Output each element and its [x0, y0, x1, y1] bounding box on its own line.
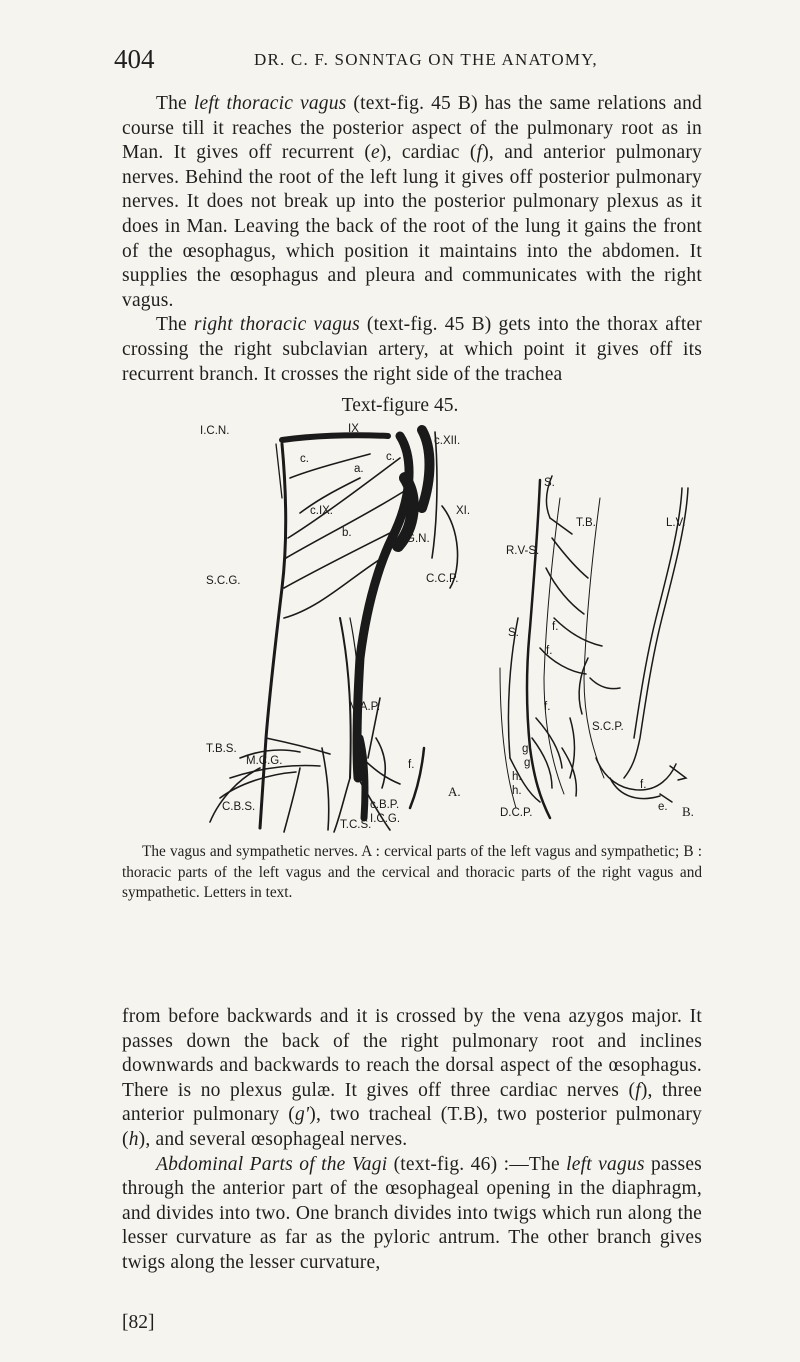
label-ix: IX	[348, 423, 359, 435]
paragraph-right-vagus: The right thoracic vagus (text-fig. 45 B) gets into the thorax after crossing the right subclavian artery, at which point it gives off its recurrent branch. It crosses the right side of the trachea	[122, 314, 703, 385]
label-s-mid: S.	[508, 627, 519, 639]
paragraph-left-vagus: The left thoracic vagus (text-fig. 45 B) has the same relations and course till it reaches the posterior aspect of the pulmonary root as in Man. It gives off recurrent (e), cardiac (f), and anterior pulmonary nerves. Behind the root of the left lung it gives off posterior pulmonary nerves. It does not break up into the posterior pulmonary plexus as it does in Man. Leaving the back of the root of the lung it gains the front of the œsophagus, which position it maintains into the abdomen. It supplies the œsophagus and pleura and communicates with the right vagus.	[122, 93, 703, 311]
paragraph-abdominal-vagi: Abdominal Parts of the Vagi (text-fig. 46) :—The left vagus passes through the anterior part of the œsophageal opening in the diaphragm, and divides into two. One branch divides into twigs which run along the lesser curvature as far as the pyloric antrum. The other branch gives twigs along the lesser curvature,	[122, 1153, 702, 1273]
label-tcs: T.C.S.	[340, 819, 372, 831]
label-f-1: f.	[552, 621, 559, 633]
label-h1: h.	[512, 771, 522, 783]
label-cbs: C.B.S.	[222, 801, 256, 813]
label-rvs: R.V-S.	[506, 545, 540, 557]
signature-mark: [82]	[122, 1312, 155, 1333]
label-c-left: c.	[300, 453, 309, 465]
figure-nerve-diagram	[200, 418, 720, 836]
body-text-bottom	[122, 1005, 702, 1276]
label-cix: c.IX.	[310, 505, 334, 517]
label-icg: I.C.G.	[370, 813, 401, 825]
figure-title: Text-figure 45.	[341, 395, 459, 416]
label-g1: g'	[522, 743, 531, 755]
page-number: 404	[114, 44, 155, 74]
label-cbp: c.B.P.	[370, 799, 400, 811]
label-icn: I.C.N.	[200, 425, 230, 437]
label-a: a.	[354, 463, 364, 475]
label-tbs: T.B.S.	[206, 743, 237, 755]
label-f-2: f.	[546, 645, 553, 657]
label-xi: XI.	[456, 505, 471, 517]
nerve-diagram-svg	[200, 418, 720, 836]
running-head: DR. C. F. SONNTAG ON THE ANATOMY,	[254, 50, 598, 69]
label-c-right: c.	[386, 451, 395, 463]
figure-caption: The vagus and sympathetic nerves. A : cervical parts of the left vagus and sympathetic; B : thoracic parts of the left vagus and the cervical and thoracic parts of the right vagus and sympathetic. Letters in text.	[122, 843, 702, 901]
label-ccp: C.C.P.	[426, 573, 459, 585]
label-vap: V.A.P.	[350, 701, 381, 713]
label-f-4: f.	[640, 779, 647, 791]
label-s-top: S.	[544, 477, 555, 489]
label-gn: G.N.	[406, 533, 430, 545]
label-e: e.	[658, 801, 668, 813]
label-scp: S.C.P.	[592, 721, 624, 733]
body-text-top	[122, 92, 702, 387]
label-scg: S.C.G.	[206, 575, 241, 587]
label-h2: h.	[512, 785, 522, 797]
label-f-a: f.	[408, 759, 415, 771]
panel-a-letter: A.	[448, 784, 461, 799]
panel-a-drawing	[210, 430, 461, 832]
label-dcp: D.C.P.	[500, 807, 533, 819]
label-b: b.	[342, 527, 352, 539]
label-g2: g'	[524, 757, 533, 769]
label-mcg: M.C.G.	[246, 755, 283, 767]
label-cxii: c.XII.	[434, 435, 461, 447]
label-lv: L.V.	[666, 517, 686, 529]
label-f-3: f.	[544, 701, 551, 713]
paragraph-continuation: from before backwards and it is crossed by the vena azygos major. It passes down the back of the right pulmonary root and inclines downwards and backwards to reach the dorsal aspect of the œsophagus. There is no plexus gulæ. It gives off three cardiac nerves (f), three anterior pulmonary (g'), two tracheal (T.B), two posterior pulmonary (h), and several œsophageal nerves.	[122, 1006, 702, 1150]
panel-b-letter: B.	[682, 804, 694, 819]
label-tb: T.B.	[576, 517, 596, 529]
page-header	[114, 44, 700, 74]
